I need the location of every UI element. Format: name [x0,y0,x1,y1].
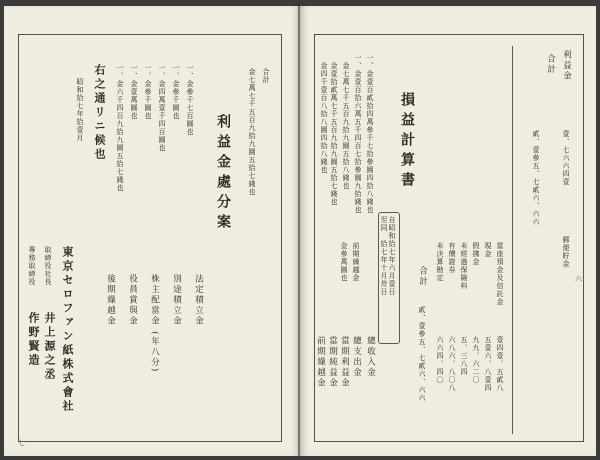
debit-label: 當期利益金 [339,336,350,389]
item-amount: 一、金參千七百圓也 [186,64,194,136]
item-label: 株主配當金 (年八分) [149,274,160,374]
debit-label-extra: 前期繰越金 [352,242,360,282]
debit-amount: 金四千壹百八拾八圓四拾八錢也 [320,62,328,174]
statement-title: 損益計算書 [399,92,415,192]
debit-label: 前期繰越金 [315,336,326,389]
signer-role: 取締役社長 [44,246,52,286]
document-title: 利益金處分案 [215,114,231,234]
period-from: 自昭和拾七年六月壹日 [388,216,396,296]
credit-amount: 壹四壹、五貳八 [496,336,504,392]
document-date: 昭和拾七年拾壹月 [76,78,84,142]
right-page [300,6,596,456]
debit-amount: 金七萬七千五百九拾九圓五拾八錢也 [342,62,350,190]
total-amount: 金七萬七千五百九拾九圓五拾七錢也 [248,68,256,196]
item-amount: 一、金四萬壹千四百圓也 [158,64,166,152]
signer-name: 井上源之丞 [43,312,56,382]
credit-total: 貳、壹參五、七貳六、六六 [418,306,426,402]
debit-label: 當期純益金 [327,336,338,389]
credit-label: 未經過保險料 [460,242,468,290]
period-to: 至同 拾七年十月卅日 [380,216,388,296]
signer-name: 作野賢造 [27,312,40,368]
left-page [4,6,300,456]
signer-role: 專務取締役 [28,246,36,286]
credit-label: 現金 [484,242,492,258]
page-number: 六 [575,275,582,283]
item-label: 後期繰越金 [105,274,116,327]
credit-label: 有價證券 [448,242,456,274]
debit-amount: 金壹拾貳萬七千五百九拾九圓五拾七錢也 [330,62,338,206]
total-label: 合計 [262,68,270,84]
credit-amount: 五壹六、八壹四 [484,336,492,392]
debit-amount: 一、金壹百貳拾四萬參千七拾參圓四拾八錢也 [366,54,374,214]
credit-amount: 五、三八四 [460,336,468,376]
item-amount: 一、金六千四百九拾九圓五拾七錢也 [116,64,124,192]
credit-label: 未決算勘定 [436,242,444,282]
credit-amount: 六八六、八〇八 [448,336,456,392]
item-label: 別途積立金 [171,274,182,327]
debit-subhead: 合計 [545,54,556,75]
credit-amount: 六六四、四〇 [436,336,444,384]
credit-amount: 壹、七六六四壹 [562,130,570,186]
company-name: 東京セロファン紙株式會社 [61,246,74,414]
credit-label: 假拂金 [472,242,480,266]
item-amount: 一、金參千圓也 [144,64,152,120]
credit-label: 郵便貯金 [562,236,570,268]
credit-label: 當座預金及信託金 [496,242,504,306]
debit-head: 利益金 [561,50,572,82]
credit-total-label: 合計 [417,266,428,287]
debit-label: 總支出金 [351,336,362,378]
column-divider [512,46,513,434]
debit-total: 貳、壹參五、七貳六、六六 [532,130,540,226]
page-number: 七 [18,439,25,447]
item-amount: 一、金參千圓也 [172,64,180,120]
item-label: 法定積立金 [193,274,204,327]
item-amount: 一、金壹萬圓也 [130,64,138,120]
debit-amount: 一、金壹百拾六萬五千四百七拾參圓九拾錢也 [354,54,362,214]
closing-statement: 右之通リニ候也 [93,64,106,162]
item-label: 役員賞與金 [127,274,138,327]
debit-label: 總收入金 [365,336,376,378]
debit-amount-extra: 金參萬圓也 [340,242,348,282]
credit-amount: 九九、六二〇 [472,336,480,384]
